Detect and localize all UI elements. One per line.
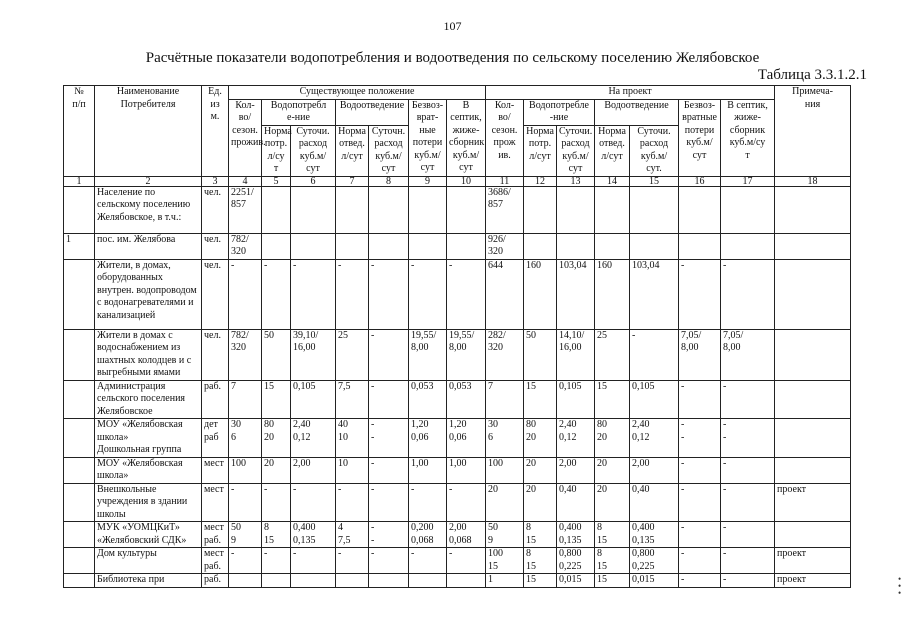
table-cell: [775, 380, 851, 419]
header-irrevocable-loss-project: Безвоз- вратные потери куб.м/ сут: [679, 99, 721, 176]
column-number: 1: [64, 176, 95, 186]
table-cell: раб.: [202, 574, 229, 588]
table-cell: [447, 186, 486, 233]
table-cell: 2,40 0,12: [630, 419, 679, 458]
header-water-use-project: Водопотребле -ние: [524, 99, 595, 125]
table-cell: 644: [486, 259, 524, 329]
consumer-name-cell: Дом культуры: [95, 548, 202, 574]
table-cell: [291, 574, 336, 588]
table-cell: -: [369, 380, 409, 419]
table-cell: 1,20 0,06: [409, 419, 447, 458]
table-cell: 926/ 320: [486, 233, 524, 259]
table-cell: 8 15: [595, 522, 630, 548]
table-cell: 20: [524, 457, 557, 483]
table-cell: 2,40 0,12: [557, 419, 595, 458]
table-cell: 39,10/ 16,00: [291, 329, 336, 380]
table-cell: 15: [595, 574, 630, 588]
table-cell: [336, 233, 369, 259]
consumer-name-cell: Жители в домах с водоснабжением из шахтных колодцев и с выгребными ямами: [95, 329, 202, 380]
header-daily-use-project: Суточи. расход куб.м/ сут: [557, 125, 595, 176]
table-cell: чел.: [202, 233, 229, 259]
header-qty-project: Кол- во/ сезон. прож ив.: [486, 99, 524, 176]
table-cell: проект: [775, 574, 851, 588]
table-cell: -: [721, 380, 775, 419]
table-cell: 2,00 0,068: [447, 522, 486, 548]
table-cell: [409, 574, 447, 588]
table-cell: 0,800 0,225: [557, 548, 595, 574]
table-cell: [630, 186, 679, 233]
table-cell: [64, 329, 95, 380]
table-cell: 782/ 320: [229, 233, 262, 259]
table-cell: [64, 548, 95, 574]
table-cell: 160: [595, 259, 630, 329]
table-cell: -: [679, 574, 721, 588]
table-cell: [336, 574, 369, 588]
table-cell: [369, 233, 409, 259]
table-cell: [64, 419, 95, 458]
table-cell: -: [447, 483, 486, 522]
column-number-row: [64, 176, 851, 186]
table-cell: 1,00: [409, 457, 447, 483]
table-cell: -: [721, 259, 775, 329]
column-number: 18: [775, 176, 851, 186]
column-numbers: [64, 176, 851, 186]
table-cell: 30 6: [486, 419, 524, 458]
table-cell: [775, 419, 851, 458]
column-number: 11: [486, 176, 524, 186]
table-cell: -: [336, 548, 369, 574]
table-cell: 2,00: [557, 457, 595, 483]
table-cell: мест: [202, 457, 229, 483]
header-norm-drainage: Норма отвед. л/сут: [336, 125, 369, 176]
table-cell: 15: [524, 380, 557, 419]
table-cell: -: [630, 329, 679, 380]
table-cell: [64, 259, 95, 329]
table-cell: [291, 186, 336, 233]
table-cell: 103,04: [630, 259, 679, 329]
table-cell: чел.: [202, 259, 229, 329]
consumer-name-cell: МОУ «Желябовская школа»: [95, 457, 202, 483]
column-number: 16: [679, 176, 721, 186]
table-cell: 4 7,5: [336, 522, 369, 548]
header-notes: Примеча- ния: [775, 86, 851, 177]
table-cell: -: [447, 548, 486, 574]
table-cell: [229, 574, 262, 588]
header-name: Наименование Потребителя: [95, 86, 202, 177]
table-cell: 20: [486, 483, 524, 522]
table-cell: -: [291, 483, 336, 522]
table-cell: [721, 233, 775, 259]
header-unit: Ед. из м.: [202, 86, 229, 177]
table-cell: -: [262, 259, 291, 329]
table-cell: 0,400 0,135: [630, 522, 679, 548]
table-cell: -: [369, 548, 409, 574]
table-cell: 80 20: [595, 419, 630, 458]
column-number: 14: [595, 176, 630, 186]
column-number: 12: [524, 176, 557, 186]
table-cell: 100 15: [486, 548, 524, 574]
table-row: [64, 329, 851, 380]
table-cell: - -: [679, 419, 721, 458]
table-row: [64, 457, 851, 483]
table-cell: -: [229, 259, 262, 329]
table-cell: -: [291, 259, 336, 329]
table-cell: [336, 186, 369, 233]
table-cell: 20: [524, 483, 557, 522]
header-qty: Кол- во/ сезон. прожив.: [229, 99, 262, 176]
table-cell: 50 9: [229, 522, 262, 548]
document-title: Расчётные показатели водопотребления и водоотведения по сельскому поселению Желябовское: [145, 50, 760, 66]
table-cell: 2251/ 857: [229, 186, 262, 233]
table-cell: -: [721, 548, 775, 574]
column-number: 4: [229, 176, 262, 186]
header-norm-use: Норма потр. л/су т: [262, 125, 291, 176]
table-cell: [64, 574, 95, 588]
column-number: 13: [557, 176, 595, 186]
consumer-name-cell: МОУ «Желябовская школа» Дошкольная группа: [95, 419, 202, 458]
table-cell: чел.: [202, 329, 229, 380]
header-cesspool: В септик, жиже- сборник куб.м/ сут: [447, 99, 486, 176]
table-cell: [524, 233, 557, 259]
table-row: [64, 233, 851, 259]
table-cell: 0,015: [557, 574, 595, 588]
table-row: [64, 483, 851, 522]
table-cell: -: [291, 548, 336, 574]
table-body: [64, 186, 851, 587]
table-cell: [369, 574, 409, 588]
table-label: Таблица 3.3.1.2.1: [757, 67, 867, 83]
table-cell: -: [679, 457, 721, 483]
table-cell: 1: [64, 233, 95, 259]
column-number: 17: [721, 176, 775, 186]
table-cell: - -: [721, 419, 775, 458]
table-cell: [64, 522, 95, 548]
table-cell: 20: [595, 483, 630, 522]
column-number: 5: [262, 176, 291, 186]
table-cell: [64, 483, 95, 522]
table-cell: -: [409, 548, 447, 574]
column-number: 3: [202, 176, 229, 186]
table-cell: -: [679, 548, 721, 574]
column-number: 10: [447, 176, 486, 186]
table-cell: 8 15: [524, 548, 557, 574]
table-cell: мест: [202, 483, 229, 522]
table-cell: [524, 186, 557, 233]
table-cell: 7,5: [336, 380, 369, 419]
table-cell: 30 6: [229, 419, 262, 458]
table-cell: [64, 380, 95, 419]
header-daily-use: Суточи. расход куб.м/ сут: [291, 125, 336, 176]
table-cell: [447, 233, 486, 259]
table-cell: 7: [229, 380, 262, 419]
header-water-use: Водопотребл е-ние: [262, 99, 336, 125]
table-cell: 15: [524, 574, 557, 588]
table-cell: 80 20: [524, 419, 557, 458]
header-norm-use-project: Норма потр. л/сут: [524, 125, 557, 176]
column-number: 6: [291, 176, 336, 186]
table-cell: 0,200 0,068: [409, 522, 447, 548]
table-cell: 7,05/ 8,00: [721, 329, 775, 380]
table-cell: 50: [262, 329, 291, 380]
header-cesspool-project: В септик, жиже- сборник куб.м/су т: [721, 99, 775, 176]
table-cell: [557, 186, 595, 233]
column-number: 2: [95, 176, 202, 186]
table-cell: [775, 233, 851, 259]
table-cell: [775, 186, 851, 233]
table-cell: -: [336, 483, 369, 522]
table-cell: 25: [595, 329, 630, 380]
table-cell: 100: [486, 457, 524, 483]
table-cell: -: [229, 483, 262, 522]
table-cell: 2,00: [630, 457, 679, 483]
table-cell: [409, 233, 447, 259]
table-cell: 2,00: [291, 457, 336, 483]
table-cell: -: [262, 483, 291, 522]
table-cell: 160: [524, 259, 557, 329]
table-cell: 782/ 320: [229, 329, 262, 380]
table-header: [64, 86, 851, 177]
table-cell: 10: [336, 457, 369, 483]
table-cell: мест раб.: [202, 548, 229, 574]
table-cell: 19,55/ 8,00: [409, 329, 447, 380]
table-cell: 0,015: [630, 574, 679, 588]
table-cell: -: [409, 259, 447, 329]
table-cell: -: [721, 483, 775, 522]
table-cell: -: [721, 574, 775, 588]
table-cell: [630, 233, 679, 259]
table-cell: 100: [229, 457, 262, 483]
table-cell: - -: [369, 522, 409, 548]
table-cell: [64, 457, 95, 483]
table-cell: -: [679, 380, 721, 419]
table-cell: [409, 186, 447, 233]
table-cell: [262, 574, 291, 588]
table-cell: 103,04: [557, 259, 595, 329]
table-cell: 0,105: [630, 380, 679, 419]
table-cell: 1,00: [447, 457, 486, 483]
table-cell: [64, 186, 95, 233]
table-cell: -: [721, 522, 775, 548]
table-row: [64, 259, 851, 329]
water-consumption-table: [63, 85, 851, 588]
table-cell: -: [369, 329, 409, 380]
column-number: 7: [336, 176, 369, 186]
table-cell: 0,40: [630, 483, 679, 522]
table-cell: -: [447, 259, 486, 329]
header-irrevocable-loss: Безвоз- врат- ные потери куб.м/ сут: [409, 99, 447, 176]
table-row: [64, 380, 851, 419]
table-row: [64, 522, 851, 548]
table-cell: 8 15: [262, 522, 291, 548]
table-cell: 282/ 320: [486, 329, 524, 380]
table-cell: [775, 522, 851, 548]
table-cell: 20: [262, 457, 291, 483]
table-cell: 7: [486, 380, 524, 419]
table-cell: проект: [775, 483, 851, 522]
table-cell: 0,105: [291, 380, 336, 419]
table-cell: 40 10: [336, 419, 369, 458]
table-cell: - -: [369, 419, 409, 458]
header-daily-drainage: Суточн. расход куб.м/ сут: [369, 125, 409, 176]
table-cell: 0,105: [557, 380, 595, 419]
consumer-name-cell: Население по сельскому поселению Желябовское, в т.ч.:: [95, 186, 202, 233]
table-cell: 1,20 0,06: [447, 419, 486, 458]
table-cell: 7,05/ 8,00: [679, 329, 721, 380]
column-number: 15: [630, 176, 679, 186]
table-cell: -: [369, 259, 409, 329]
consumer-name-cell: пос. им. Желябова: [95, 233, 202, 259]
table-cell: -: [369, 457, 409, 483]
consumer-name-cell: Библиотека при: [95, 574, 202, 588]
table-cell: [775, 329, 851, 380]
table-cell: 14,10/ 16,00: [557, 329, 595, 380]
table-cell: 25: [336, 329, 369, 380]
table-cell: [775, 457, 851, 483]
table-cell: 0,400 0,135: [557, 522, 595, 548]
table-cell: 19,55/ 8,00: [447, 329, 486, 380]
table-cell: 2,40 0,12: [291, 419, 336, 458]
table-cell: -: [679, 522, 721, 548]
table-cell: [447, 574, 486, 588]
table-cell: -: [679, 259, 721, 329]
table-cell: 15: [595, 380, 630, 419]
table-cell: -: [336, 259, 369, 329]
table-cell: -: [262, 548, 291, 574]
table-row: [64, 186, 851, 233]
table-cell: -: [721, 457, 775, 483]
table-cell: [679, 186, 721, 233]
header-existing: Существующее положение: [229, 86, 486, 100]
column-number: 9: [409, 176, 447, 186]
table-cell: 0,053: [447, 380, 486, 419]
table-cell: [775, 259, 851, 329]
table-cell: 8 15: [595, 548, 630, 574]
table-cell: [721, 186, 775, 233]
table-cell: -: [229, 548, 262, 574]
table-cell: 80 20: [262, 419, 291, 458]
consumer-name-cell: Администрация сельского поселения Желябовское: [95, 380, 202, 419]
table-cell: [679, 233, 721, 259]
table-cell: [369, 186, 409, 233]
column-number: 8: [369, 176, 409, 186]
table-cell: 15: [262, 380, 291, 419]
table-cell: 50 9: [486, 522, 524, 548]
table-cell: [595, 233, 630, 259]
consumer-name-cell: МУК «УОМЦКиТ» «Желябовский СДК»: [95, 522, 202, 548]
table-cell: 50: [524, 329, 557, 380]
consumer-name-cell: Внешкольные учреждения в здании школы: [95, 483, 202, 522]
table-cell: дет раб: [202, 419, 229, 458]
table-cell: [291, 233, 336, 259]
header-drainage-project: Водоотведение: [595, 99, 679, 125]
table-cell: -: [369, 483, 409, 522]
table-cell: [557, 233, 595, 259]
header-drainage: Водоотведение: [336, 99, 409, 125]
header-norm-drainage-project: Норма отвед. л/сут: [595, 125, 630, 176]
table-cell: 0,40: [557, 483, 595, 522]
header-no: № п/п: [64, 86, 95, 177]
table-cell: 8 15: [524, 522, 557, 548]
table-cell: 20: [595, 457, 630, 483]
table-cell: [595, 186, 630, 233]
table-row: [64, 548, 851, 574]
table-cell: -: [409, 483, 447, 522]
table-cell: проект: [775, 548, 851, 574]
table-row: [64, 574, 851, 588]
table-row: [64, 419, 851, 458]
table-cell: [262, 233, 291, 259]
edge-marks: • • •: [898, 574, 902, 598]
consumer-name-cell: Жители, в домах, оборудованных внутрен. водопроводом с водонагревателями и канализацией: [95, 259, 202, 329]
table-cell: чел.: [202, 186, 229, 233]
table-cell: 0,400 0,135: [291, 522, 336, 548]
table-cell: [262, 186, 291, 233]
table-cell: мест раб.: [202, 522, 229, 548]
table-cell: раб.: [202, 380, 229, 419]
table-cell: 3686/ 857: [486, 186, 524, 233]
header-project: На проект: [486, 86, 775, 100]
table-cell: 0,053: [409, 380, 447, 419]
table-cell: 1: [486, 574, 524, 588]
header-daily-drainage-project: Суточи. расход куб.м/ сут.: [630, 125, 679, 176]
table-cell: 0,800 0,225: [630, 548, 679, 574]
page-number: 107: [443, 19, 462, 33]
table-cell: -: [679, 483, 721, 522]
